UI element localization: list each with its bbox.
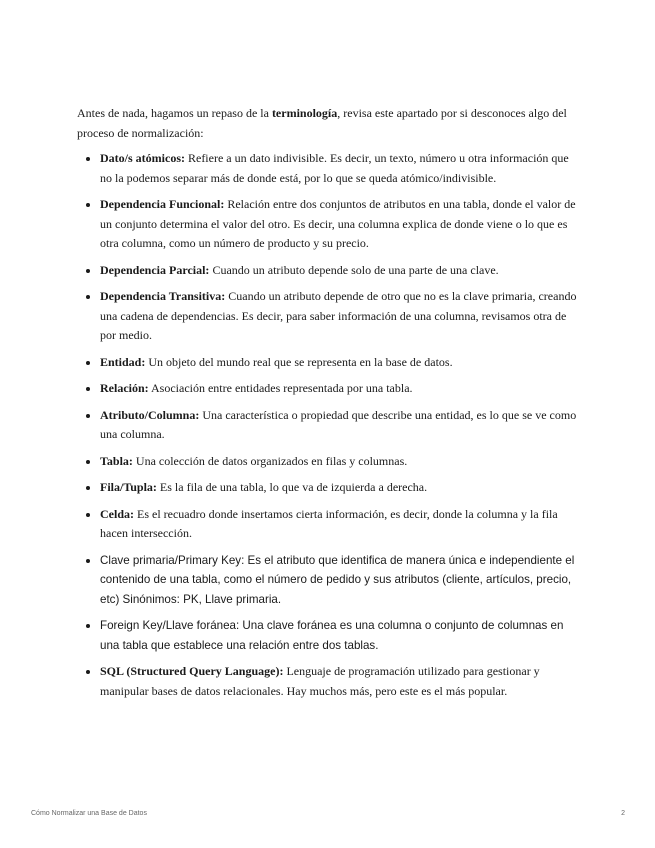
- term-definition: Asociación entre entidades representada por una tabla.: [148, 381, 413, 395]
- term-label: Atributo/Columna:: [100, 407, 200, 422]
- term-definition: Una colección de datos organizados en filas y columnas.: [132, 453, 408, 468]
- term-definition: Foreign Key/Llave foránea: Una clave foránea es una columna o conjunto de columnas en una tabla que establece una relación entre dos tablas.: [100, 619, 564, 652]
- list-item: [77, 452, 577, 472]
- list-item: [77, 406, 577, 445]
- term-definition: Cuando un atributo depende solo de una parte de una clave.: [209, 262, 499, 277]
- term-definition: Es el recuadro donde insertamos cierta información, es decir, donde la columna y la fila hacen intersección.: [100, 506, 558, 540]
- term-definition: Refiere a un dato indivisible. Es decir, un texto, número u otra información que no la podemos separar más de donde está, por lo que se queda atómico/indivisible.: [100, 151, 569, 185]
- list-item: [77, 662, 577, 701]
- terminology-list: [77, 149, 577, 701]
- bullet-icon: [86, 513, 90, 517]
- bullet-icon: [86, 624, 90, 628]
- term-label: Dependencia Parcial:: [100, 262, 210, 277]
- bullet-icon: [86, 414, 90, 418]
- list-item: [77, 261, 577, 281]
- bullet-icon: [86, 460, 90, 464]
- bullet-icon: [86, 361, 90, 365]
- term-definition: Una característica o propiedad que describe una entidad, es lo que se ve como una columna.: [100, 407, 577, 441]
- term-definition: Clave primaria/Primary Key: Es el atributo que identifica de manera única e independiente el contenido de una tabla, como el número de pedido y sus atributos (cliente, artículos, precio, etc) Sinónimos: PK, Llave primaria.: [100, 553, 575, 606]
- bullet-icon: [86, 559, 90, 563]
- document-body: [77, 103, 577, 708]
- bullet-icon: [86, 387, 90, 391]
- term-definition: Relación entre dos conjuntos de atributos en una tabla, donde el valor de un conjunto determina el valor del otro. Es decir, una columna explica de donde viene o lo que es otra columna, como un número de producto y su precio.: [100, 197, 576, 250]
- intro-before: Antes de nada, hagamos un repaso de la: [77, 106, 272, 120]
- term-definition: Lenguaje de programación utilizado para gestionar y manipular bases de datos relacionales. Hay muchos más, pero este es el más popular.: [100, 664, 540, 698]
- term-label: Dato/s atómicos:: [100, 151, 185, 165]
- list-item: [77, 505, 577, 544]
- term-label: Relación:: [100, 381, 149, 395]
- term-label: Fila/Tupla:: [100, 480, 157, 494]
- term-label: Tabla:: [100, 453, 133, 468]
- list-item: [77, 379, 577, 399]
- term-label: Dependencia Transitiva:: [100, 289, 226, 303]
- list-item: [77, 478, 577, 498]
- bullet-icon: [86, 203, 90, 207]
- page-footer: [31, 810, 625, 817]
- term-label: Celda:: [100, 506, 134, 521]
- page-number: 2: [621, 810, 625, 817]
- term-label: Entidad:: [100, 354, 146, 369]
- bullet-icon: [86, 295, 90, 299]
- list-item: [77, 195, 577, 254]
- term-definition: Es la fila de una tabla, lo que va de izquierda a derecha.: [156, 480, 428, 494]
- term-definition: Cuando un atributo depende de otro que no es la clave primaria, creando una cadena de dependencias. Es decir, para saber información de una columna, revisamos otra de por medio.: [100, 289, 577, 342]
- list-item: [77, 353, 577, 373]
- term-definition: Un objeto del mundo real que se representa en la base de datos.: [145, 354, 453, 369]
- bullet-icon: [86, 670, 90, 674]
- footer-title: Cómo Normalizar una Base de Datos: [31, 810, 147, 817]
- bullet-icon: [86, 157, 90, 161]
- intro-bold-term: terminología: [271, 106, 338, 120]
- term-label: SQL (Structured Query Language):: [100, 664, 284, 678]
- list-item: [77, 287, 577, 346]
- list-item: [77, 551, 577, 610]
- bullet-icon: [86, 486, 90, 490]
- bullet-icon: [86, 269, 90, 273]
- term-label: Dependencia Funcional:: [100, 197, 225, 211]
- intro-after: , revisa este apartado por si desconoces algo del proceso de normalización:: [77, 106, 567, 140]
- list-item: [77, 616, 577, 655]
- intro-paragraph: [77, 103, 577, 143]
- list-item: [77, 149, 577, 188]
